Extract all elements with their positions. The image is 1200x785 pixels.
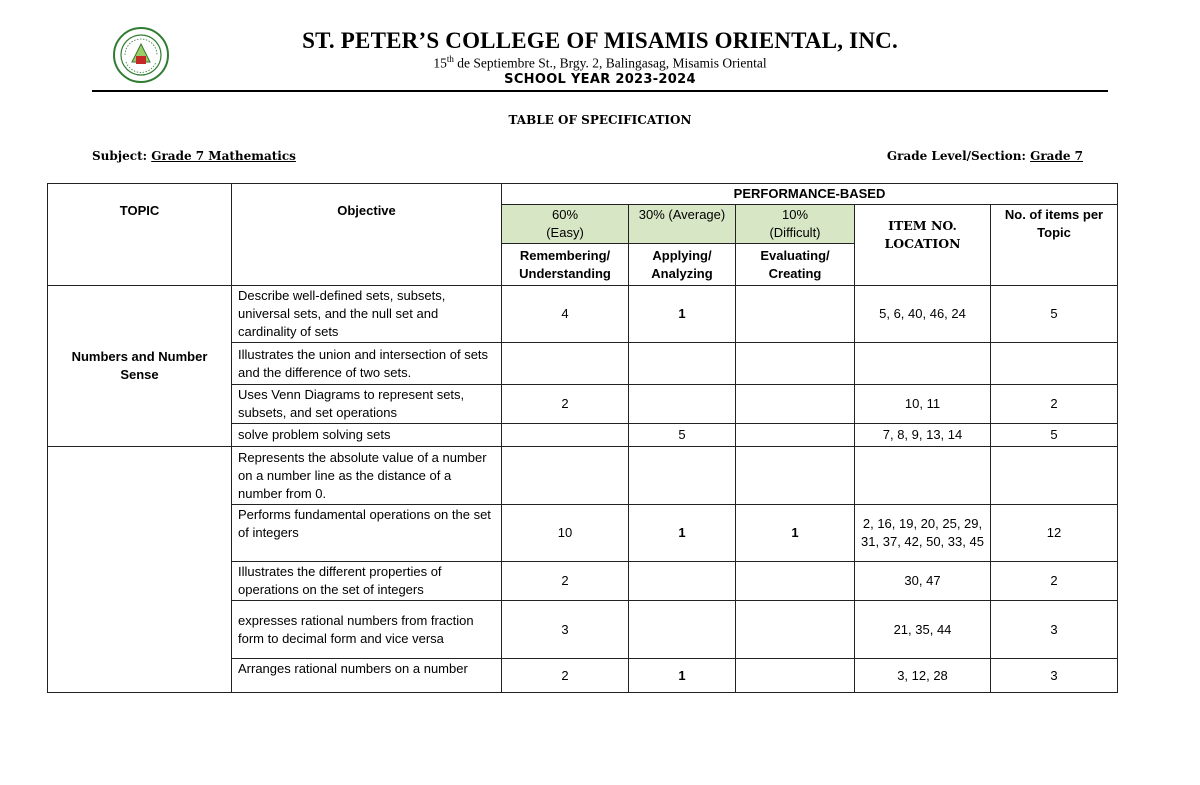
average-count-cell: 1 (629, 659, 736, 693)
easy-count-cell: 3 (502, 601, 629, 659)
objective-cell: Represents the absolute value of a number on a number line as the distance of a number from 0. (232, 447, 502, 505)
objective-cell: Illustrates the union and intersection of sets and the difference of two sets. (232, 343, 502, 385)
objective-header: Objective (232, 184, 502, 286)
item-location-cell: 3, 12, 28 (855, 659, 991, 693)
difficult-count-cell: 1 (736, 505, 855, 562)
easy-count-cell (502, 447, 629, 505)
easy-count-cell: 2 (502, 385, 629, 424)
item-location-cell: 10, 11 (855, 385, 991, 424)
topic-header: TOPIC (48, 184, 232, 286)
easy-pct: 60% (551, 207, 579, 222)
table-row (48, 447, 1118, 505)
topic-cell-continued (48, 447, 232, 693)
items-per-topic-cell: 2 (991, 385, 1118, 424)
average-count-cell: 5 (629, 424, 736, 447)
objective-cell: Illustrates the different properties of operations on the set of integers (232, 562, 502, 601)
difficult-count-cell (736, 601, 855, 659)
items-per-topic-cell (991, 447, 1118, 505)
items-per-topic-cell: 5 (991, 286, 1118, 343)
difficult-pct: 10% (781, 207, 809, 222)
items-per-topic-cell (991, 343, 1118, 385)
easy-count-cell: 10 (502, 505, 629, 562)
college-seal-icon (112, 26, 170, 84)
item-location-cell: 30, 47 (855, 562, 991, 601)
average-count-cell: 1 (629, 286, 736, 343)
average-count-cell (629, 447, 736, 505)
subject-label: Subject: (92, 149, 152, 163)
grade-label: Grade Level/Section: (886, 149, 1031, 163)
difficult-count-cell (736, 286, 855, 343)
easy-subheader: Remembering/ Understanding (502, 244, 629, 286)
school-year: SCHOOL YEAR 2023-2024 (504, 72, 696, 87)
items-per-topic-cell: 2 (991, 562, 1118, 601)
item-location-cell: 2, 16, 19, 20, 25, 29, 31, 37, 42, 50, 33, 45 (855, 505, 991, 562)
performance-header: PERFORMANCE-BASED (502, 184, 1118, 205)
objective-cell: expresses rational numbers from fraction form to decimal form and vice versa (232, 601, 502, 659)
item-location-cell: 21, 35, 44 (855, 601, 991, 659)
average-count-cell (629, 601, 736, 659)
items-per-topic-header: No. of items per Topic (991, 205, 1118, 286)
item-location-cell: 7, 8, 9, 13, 14 (855, 424, 991, 447)
objective-cell: Performs fundamental operations on the set of integers (232, 505, 502, 562)
difficult-count-cell (736, 424, 855, 447)
item-location-cell (855, 447, 991, 505)
college-address (220, 54, 980, 72)
difficult-label: (Difficult) (769, 225, 821, 240)
average-count-cell (629, 343, 736, 385)
address-number: 15 (433, 55, 447, 71)
item-location-header: ITEM NO. LOCATION (855, 205, 991, 286)
objective-cell: Uses Venn Diagrams to represent sets, subsets, and set operations (232, 385, 502, 424)
easy-count-cell: 4 (502, 286, 629, 343)
specification-table (47, 183, 1118, 693)
topic-cell: Numbers and Number Sense (48, 286, 232, 447)
document-title: TABLE OF SPECIFICATION (508, 113, 692, 127)
average-subheader: Applying/ Analyzing (629, 244, 736, 286)
easy-label: (Easy) (546, 225, 584, 240)
average-count-cell (629, 562, 736, 601)
difficult-subheader: Evaluating/ Creating (736, 244, 855, 286)
address-rest: de Septiembre St., Brgy. 2, Balingasag, Misamis Oriental (453, 55, 767, 71)
subject-value: Grade 7 Mathematics (151, 149, 296, 163)
item-location-cell (855, 343, 991, 385)
subject-line (92, 149, 296, 163)
easy-count-cell: 2 (502, 659, 629, 693)
college-name: ST. PETER’S COLLEGE OF MISAMIS ORIENTAL, INC. (302, 28, 898, 53)
difficult-count-cell (736, 343, 855, 385)
items-per-topic-cell: 3 (991, 659, 1118, 693)
average-count-cell (629, 385, 736, 424)
easy-count-cell: 2 (502, 562, 629, 601)
objective-cell: Arranges rational numbers on a number (232, 659, 502, 693)
grade-value: Grade 7 (1030, 149, 1083, 163)
objective-cell: Describe well-defined sets, subsets, universal sets, and the null set and cardinality of sets (232, 286, 502, 343)
average-count-cell: 1 (629, 505, 736, 562)
items-per-topic-cell: 12 (991, 505, 1118, 562)
grade-line (887, 149, 1083, 163)
difficult-header (736, 205, 855, 244)
items-per-topic-cell: 5 (991, 424, 1118, 447)
easy-count-cell (502, 343, 629, 385)
average-header: 30% (Average) (629, 205, 736, 244)
header-row-1 (48, 184, 1118, 205)
easy-count-cell (502, 424, 629, 447)
header-divider (92, 90, 1108, 92)
difficult-count-cell (736, 659, 855, 693)
items-per-topic-cell: 3 (991, 601, 1118, 659)
difficult-count-cell (736, 447, 855, 505)
easy-header (502, 205, 629, 244)
objective-cell: solve problem solving sets (232, 424, 502, 447)
difficult-count-cell (736, 385, 855, 424)
table-row (48, 286, 1118, 343)
address-suffix: th (446, 54, 454, 64)
item-location-cell: 5, 6, 40, 46, 24 (855, 286, 991, 343)
difficult-count-cell (736, 562, 855, 601)
